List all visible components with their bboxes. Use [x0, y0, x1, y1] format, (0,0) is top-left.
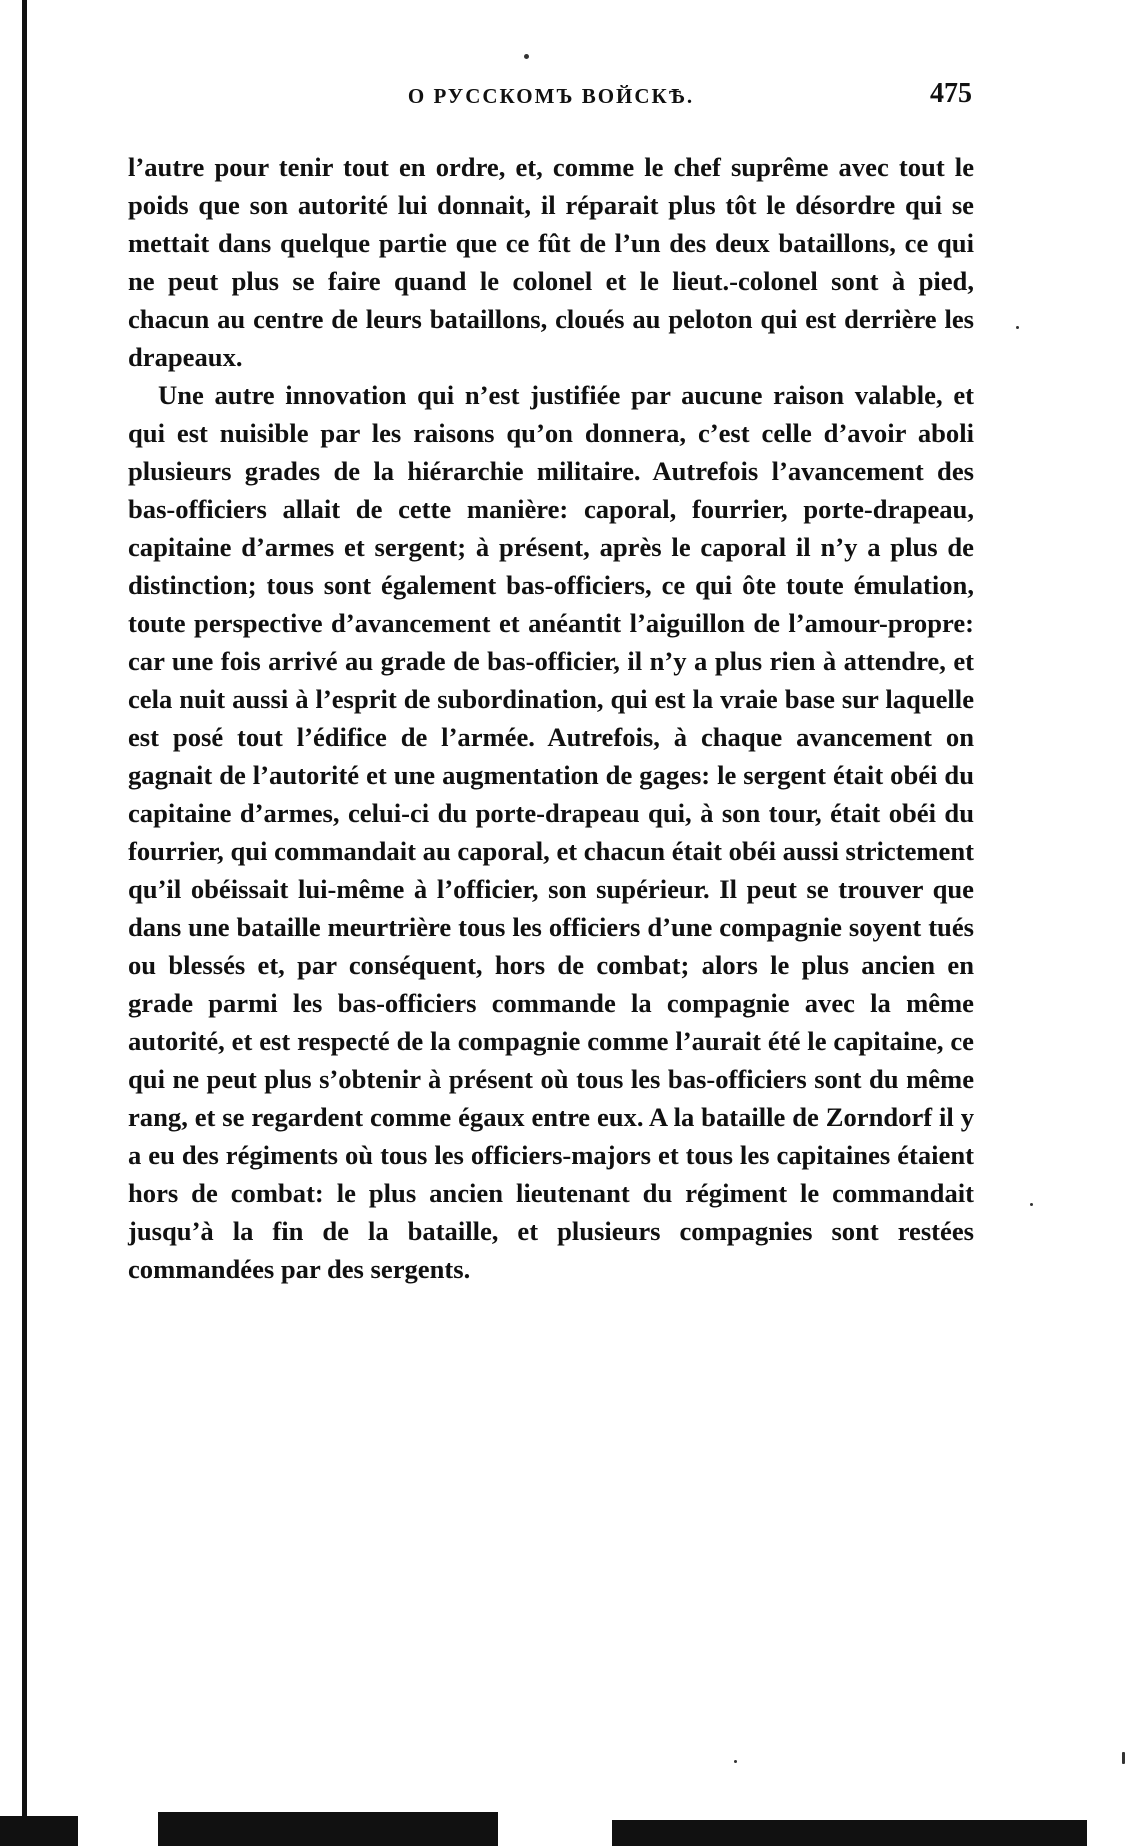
scan-speck — [734, 1760, 737, 1763]
page-number: 475 — [930, 78, 972, 109]
running-header — [130, 78, 972, 118]
page-edge-shadow — [22, 0, 27, 1846]
scan-artifact — [612, 1820, 1087, 1846]
running-title: О РУССКОМЪ ВОЙСКѢ. — [407, 84, 695, 108]
scan-speck — [1030, 1203, 1033, 1206]
scan-speck — [1016, 326, 1019, 329]
scan-speck — [1122, 1752, 1125, 1764]
scan-artifact — [0, 1816, 78, 1846]
scan-speck — [524, 54, 529, 59]
scan-border-footer — [0, 1808, 1140, 1846]
paragraph: l’autre pour tenir tout en ordre, et, comme le chef suprême avec tout le poids que son autorité lui donnait, il réparait plus tôt le désordre qui se mettait dans quelque partie que ce fût de l’un des deux bataillons, ce qui ne peut plus se faire quand le colonel et le lieut.-colonel sont à pied, chacun au centre de leurs bataillons, cloués au peloton qui est derrière les drapeaux. — [128, 152, 974, 372]
body-text — [128, 148, 974, 1288]
paragraph: Une autre innovation qui n’est justifiée par aucune raison valable, et qui est nuisible par les raisons qu’on donnera, c’est celle d’avoir aboli plusieurs grades de la hiérarchie militaire. Autrefois l’avancement des bas-officiers allait de cette manière: caporal, fourrier, porte-drapeau, capitaine d’armes et sergent; à présent, après le caporal il n’y a plus de distinction; tous sont également bas-officiers, ce qui ôte toute émulation, toute perspective d’avancement et anéantit l’aiguillon de l’amour-propre: car une fois arrivé au grade de bas-officier, il n’y a plus rien à attendre, et cela nuit aussi à l’esprit de subordination, qui est la vraie base sur laquelle est posé tout l’édifice de l’armée. Autrefois, à chaque avancement on gagnait de l’autorité et une augmentation de gages: le sergent était obéi du capitaine d’armes, celui-ci du porte-drapeau qui, à son tour, était obéi du fourrier, qui commandait au caporal, et chacun était obéi aussi strictement qu’il obéissait lui-même à l’officier, son supérieur. Il peut se trouver que dans une bataille meurtrière tous les officiers d’une compagnie soyent tués ou blessés et, par conséquent, hors de combat; alors le plus ancien en grade parmi les bas-officiers commande la compagnie avec la même autorité, et est respecté de la compagnie comme l’aurait été le capitaine, ce qui ne peut plus s’obtenir à présent où tous les bas-officiers sont du même rang, et se regardent comme égaux entre eux. A la bataille de Zorndorf il y a eu des régiments où tous les officiers-majors et tous les capitaines étaient hors de combat: le plus ancien lieutenant du régiment le commandait jusqu’à la fin de la bataille, et plusieurs compagnies sont restées commandées par des sergents. — [128, 380, 974, 1284]
scan-artifact — [158, 1812, 498, 1846]
